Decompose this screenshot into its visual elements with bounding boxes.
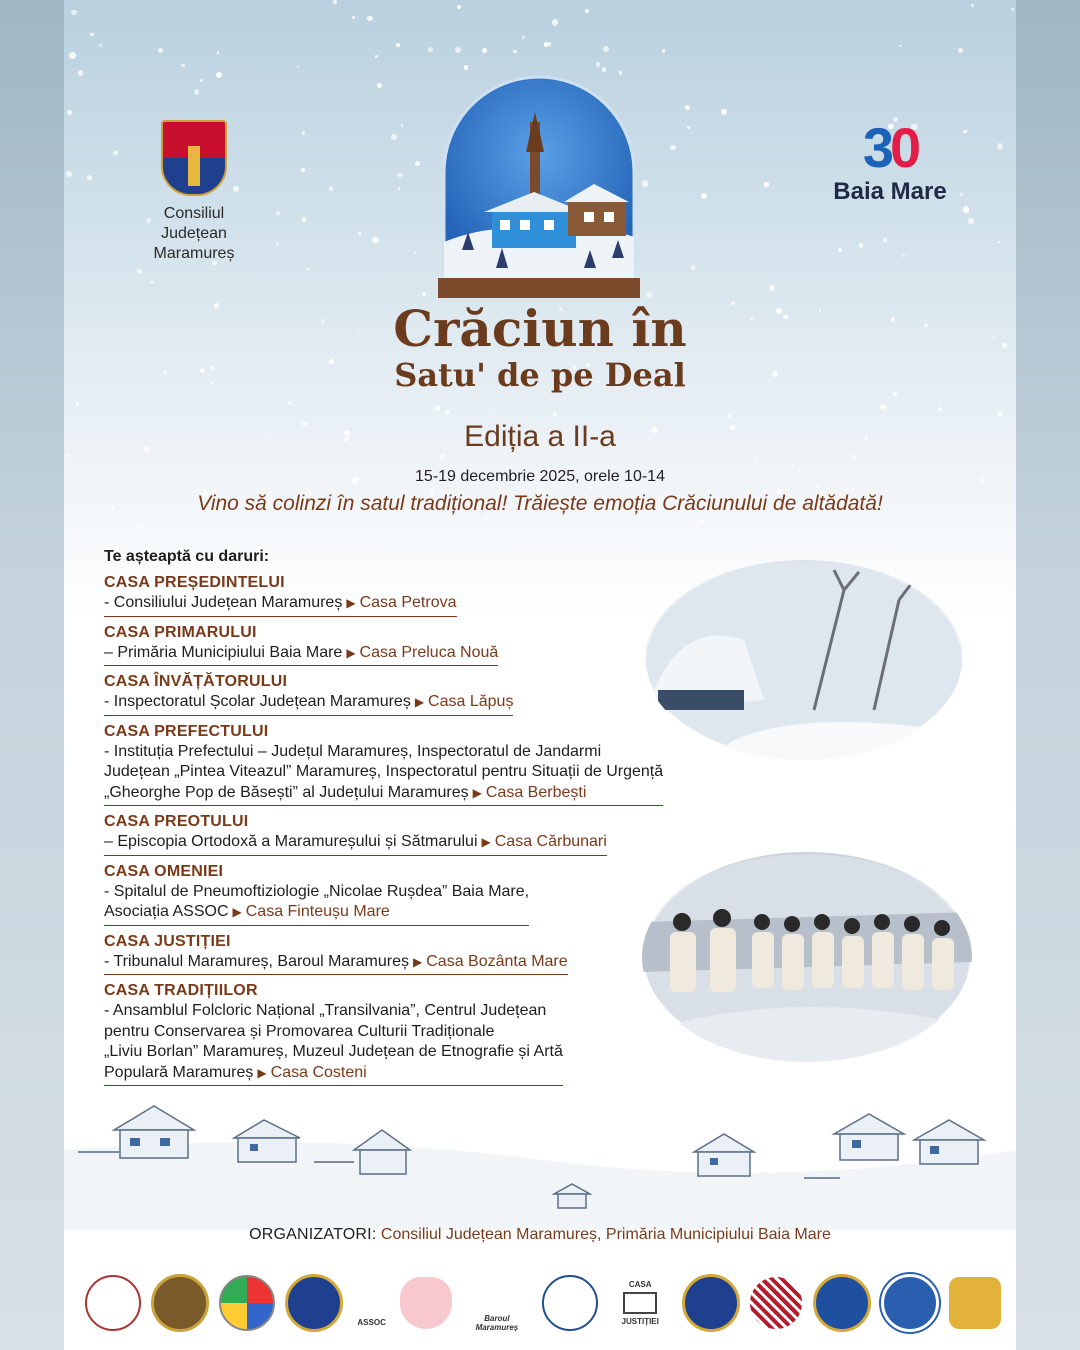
house-description-line: – Primăria Municipiului Baia Mare	[104, 643, 343, 661]
house-name: CASA ÎNVĂȚĂTORULUI	[104, 673, 288, 690]
snowflake	[670, 145, 676, 151]
snowflake	[194, 89, 200, 95]
snowflake	[522, 36, 525, 39]
house-name: CASA JUSTIȚIEI	[104, 932, 231, 950]
snowflake	[333, 0, 337, 4]
snowflake	[301, 168, 305, 172]
snowflake	[971, 4, 974, 7]
snowflake	[415, 161, 420, 166]
house-description	[104, 593, 457, 617]
house-item	[104, 722, 744, 807]
intro-text: Te așteaptă cu daruri:	[104, 548, 270, 565]
house-name: CASA PREȘEDINTELUI	[104, 574, 285, 591]
snowflake	[602, 67, 607, 72]
casa-justitiei-top: CASA	[628, 1280, 652, 1289]
house-description	[104, 643, 498, 667]
house-description-line: - Spitalul de Pneumoftiziologie „Nicolae Rușdea” Baia Mare,	[104, 882, 530, 900]
house-destination: Casa Bozânta Mare	[426, 952, 568, 970]
slogan: Vino să colinzi în satul tradițional! Trăiește emoția Crăciunului de altădată!	[197, 492, 883, 515]
snowflake	[457, 5, 461, 9]
ansamblul-transilvania-logo	[151, 1274, 209, 1332]
snowflake	[329, 186, 334, 191]
snowflake	[883, 238, 887, 242]
snowflake	[396, 43, 400, 47]
snowflake	[852, 455, 857, 460]
episcopia-logo	[949, 1277, 1001, 1329]
snowflake	[87, 175, 92, 180]
logo-left-line2: Maramureș	[153, 245, 235, 262]
house-destination: Casa Preluca Nouă	[359, 643, 499, 661]
snowy-village-illustration	[64, 1090, 1016, 1230]
partner-logos	[80, 1268, 1006, 1338]
snowflake	[158, 48, 163, 53]
baroul-maramures-logo	[462, 1277, 532, 1332]
snowflake	[769, 285, 775, 291]
snowflake	[445, 410, 450, 415]
snowflake	[482, 48, 487, 53]
left-blur-border	[0, 0, 64, 1350]
snowflake	[552, 19, 559, 26]
snowflake	[721, 109, 727, 115]
assoc-text: ASSOC	[357, 1317, 386, 1327]
snowflake	[76, 403, 79, 406]
snowflake	[276, 243, 279, 246]
snowflake	[428, 47, 433, 52]
snowflake	[838, 248, 842, 252]
snowflake	[440, 454, 445, 459]
house-item	[104, 812, 744, 856]
house-description-line: „Gheorghe Pop de Băsești” al Județului Maramureș	[104, 783, 469, 801]
snowflake	[99, 44, 102, 47]
arrow-right-icon: ▶	[346, 645, 356, 660]
house-description-line: - Ansamblul Folcloric Național „Transilvania”, Centrul Județean	[104, 1002, 547, 1019]
house-description	[104, 1001, 563, 1086]
snowflake	[764, 182, 768, 186]
house-description	[104, 832, 607, 856]
dates: 15-19 decembrie 2025, orele 10-14	[415, 468, 665, 485]
snowflake	[589, 486, 593, 490]
snowflake	[90, 33, 94, 37]
snowflake	[150, 281, 154, 285]
snowflake	[899, 45, 901, 47]
snowflake	[435, 405, 440, 410]
snowflake	[998, 241, 1001, 244]
arrow-right-icon: ▶	[413, 954, 423, 969]
arrow-right-icon: ▶	[414, 695, 425, 709]
lungs-hospital-logo	[400, 1277, 452, 1329]
logo-30-zero: 0	[890, 116, 918, 179]
snowflake	[938, 407, 942, 411]
house-item	[104, 862, 744, 926]
snowflake	[398, 173, 401, 176]
snowflake	[810, 535, 812, 537]
house-destination: Casa Cărbunari	[494, 833, 607, 850]
house-name: CASA PREOTULUI	[104, 813, 249, 830]
snowflake	[69, 52, 76, 59]
house-description-line: - Consiliului Județean Maramureș	[104, 594, 343, 611]
house-description-line: - Inspectoratul Școlar Județean Maramureș	[104, 693, 411, 710]
snowflake	[603, 46, 609, 52]
assoc-logo	[354, 1277, 390, 1329]
snowflake	[66, 171, 73, 178]
jandarmi-logo	[285, 1274, 343, 1332]
snowflake	[375, 55, 378, 58]
snowflake	[494, 409, 497, 412]
snowflake	[960, 193, 963, 196]
baia-mare-logo	[830, 116, 950, 206]
snowflake	[398, 187, 400, 189]
snowflake	[71, 10, 76, 15]
snowflake	[288, 401, 291, 404]
snowflake	[307, 268, 309, 270]
arrow-right-icon: ▶	[232, 905, 242, 919]
snowflake	[662, 49, 666, 53]
snowflake	[302, 131, 306, 135]
organizers-label: ORGANIZATORI:	[249, 1226, 377, 1243]
casa-justitiei-bottom: JUSTIȚIEI	[621, 1317, 659, 1326]
casa-justitiei-logo	[608, 1277, 672, 1329]
house-name: CASA TRADIȚIILOR	[104, 982, 258, 999]
logo-right-city: Baia Mare	[833, 178, 947, 205]
snowflake	[958, 48, 963, 53]
snowflake	[67, 454, 70, 457]
consiliul-judetean-logo	[134, 120, 254, 264]
snowflake	[513, 50, 516, 53]
title-line1: Crăciun în	[393, 299, 687, 358]
snowflake	[963, 130, 966, 133]
snowflake	[401, 124, 403, 126]
snowflake	[687, 126, 690, 129]
snowflake	[422, 292, 426, 296]
title-line2: Satu' de pe Deal	[394, 356, 686, 394]
snowflake	[276, 211, 280, 215]
snowflake	[297, 66, 299, 68]
house-description-line: Asociația ASSOC	[104, 903, 229, 920]
snowflake	[372, 237, 379, 244]
snowflake	[216, 72, 222, 78]
muzeu-etnografie-logo	[85, 1275, 141, 1331]
house-name: CASA PREFECTULUI	[104, 722, 269, 740]
logo-left-line1: Consiliul Județean	[161, 205, 227, 242]
snowflake	[728, 414, 732, 418]
snowflake	[997, 411, 1003, 417]
snowflake	[691, 265, 696, 270]
snowflake	[464, 65, 469, 70]
prefectura-coat-logo	[813, 1274, 871, 1332]
snowflake	[217, 51, 219, 53]
house-name: CASA OMENIEI	[104, 862, 224, 880]
snowflake	[902, 254, 905, 257]
snowflake	[455, 47, 461, 53]
snowflake	[596, 62, 600, 66]
snowflake	[791, 464, 794, 467]
snowflake	[78, 70, 84, 76]
snowflake	[302, 217, 306, 221]
coat-of-arms-icon	[161, 120, 227, 196]
snowflake	[485, 516, 488, 519]
snowflake	[358, 232, 361, 235]
snowflake	[880, 404, 887, 411]
snowflake	[181, 64, 184, 67]
winter-village-photo	[644, 560, 964, 760]
organizers-names: Consiliul Județean Maramureș, Primăria Municipiului Baia Mare	[380, 1226, 831, 1243]
snowflake	[701, 193, 707, 199]
snow-globe-icon	[434, 72, 644, 302]
snowflake	[352, 16, 355, 19]
logo-30-three: 3	[862, 116, 890, 179]
house-destination: Casa Lăpuș	[428, 693, 514, 710]
right-blur-border	[1016, 0, 1080, 1350]
house-description	[104, 692, 513, 716]
snowflake	[1011, 8, 1014, 11]
house-description-line: - Tribunalul Maramureș, Baroul Maramureș	[104, 952, 409, 970]
centrul-cultura-logo	[750, 1277, 802, 1329]
snowflake	[200, 79, 202, 81]
house-description-line: - Instituția Prefectului – Județul Maramureș, Inspectoratul de Jandarmi	[104, 742, 602, 760]
arrow-right-icon: ▶	[481, 835, 491, 849]
organizers	[64, 1226, 1016, 1244]
carolers-photo	[642, 852, 972, 1062]
snowflake	[367, 16, 373, 22]
snowflake	[553, 412, 558, 417]
inspectorat-scolar-logo	[219, 1275, 275, 1331]
arrow-right-icon: ▶	[346, 596, 356, 610]
house-destination: Casa Costeni	[270, 1063, 367, 1081]
snowflake	[67, 110, 72, 115]
tribunal-logo	[542, 1275, 598, 1331]
house-destination: Casa Finteușu Mare	[245, 903, 390, 920]
house-description	[104, 882, 529, 926]
house-item	[104, 981, 744, 1086]
snowflake	[585, 9, 589, 13]
logo-30-icon	[830, 116, 950, 179]
snowflake	[963, 206, 969, 212]
house-description-line: – Episcopia Ortodoxă a Maramureșului și Sătmarului	[104, 833, 478, 850]
barou-text: Baroul Maramureș	[475, 1314, 519, 1332]
house-destination: Casa Petrova	[359, 594, 457, 611]
house-name: CASA PRIMARULUI	[104, 623, 257, 641]
arrow-right-icon: ▶	[472, 785, 482, 800]
snowflake	[700, 519, 704, 523]
snowflake	[646, 292, 652, 298]
arrow-right-icon: ▶	[257, 1065, 267, 1080]
snowflake	[859, 243, 863, 247]
poster	[64, 0, 1016, 1350]
snowflake	[113, 151, 117, 155]
house-destination: Casa Berbești	[485, 783, 587, 801]
snowflake	[136, 525, 140, 529]
snowflake	[391, 134, 397, 140]
house-description	[104, 742, 663, 807]
snowflake	[548, 42, 552, 46]
edition: Ediția a II-a	[464, 420, 616, 453]
house-description-line: pentru Conservarea și Promovarea Culturii Tradiționale	[104, 1022, 495, 1040]
snowflake	[755, 460, 758, 463]
house-description-line: „Liviu Borlan” Maramureș, Muzeul Județean de Etnografie și Artă	[104, 1043, 563, 1060]
house-description-line: Populară Maramureș	[104, 1063, 254, 1081]
snowflake	[968, 218, 974, 224]
house-description-line: Județean „Pintea Viteazul” Maramureș, Inspectoratul pentru Situații de Urgență	[104, 763, 664, 780]
snowflake	[137, 269, 142, 274]
house-item	[104, 573, 744, 617]
snowflake	[685, 105, 690, 110]
house-description	[104, 952, 568, 976]
institutia-prefectului-logo	[881, 1274, 939, 1332]
snowflake	[997, 143, 1004, 150]
snowflake	[377, 83, 382, 88]
isu-logo	[682, 1274, 740, 1332]
snowflake	[414, 252, 416, 254]
